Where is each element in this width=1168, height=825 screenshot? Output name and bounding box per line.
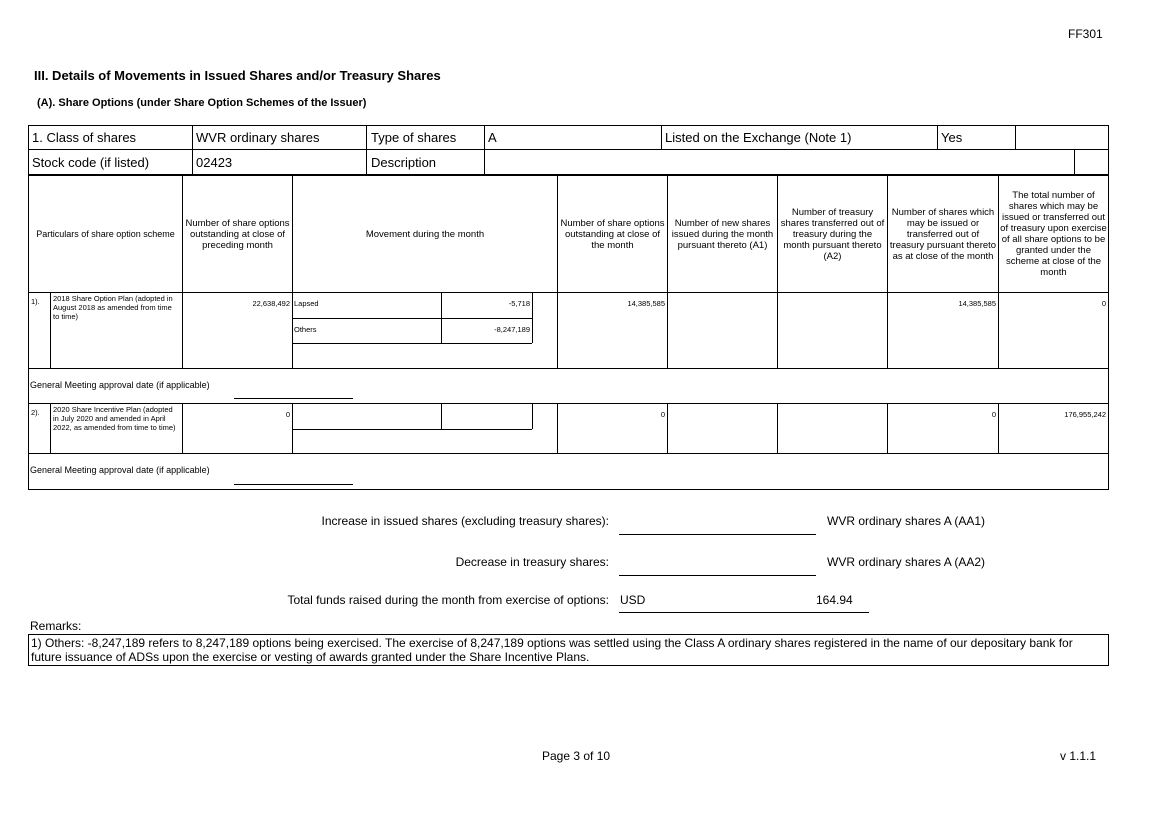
description-label: Description: [371, 155, 437, 170]
scheme-index: 2).: [31, 408, 40, 417]
total-value: 0: [1101, 299, 1106, 308]
header-particulars: Particulars of share option scheme: [36, 228, 175, 239]
decrease-unit: WVR ordinary shares A (AA2): [827, 555, 986, 569]
movement-label: Others: [294, 325, 317, 334]
class-value: WVR ordinary shares: [196, 130, 320, 145]
opening-balance: 22,638,492: [252, 299, 290, 308]
may-issue-value: 14,385,585: [958, 299, 996, 308]
type-value: A: [488, 130, 497, 145]
class-label: 1. Class of shares: [32, 130, 137, 145]
remarks-label: Remarks:: [30, 619, 82, 633]
increase-label: Increase in issued shares (excluding treasury shares):: [321, 514, 609, 528]
decrease-label: Decrease in treasury shares:: [455, 555, 609, 569]
header-closing: Number of share options outstanding at close of the month: [560, 217, 665, 251]
total-value: 176,955,242: [1064, 410, 1106, 419]
header-new-shares: Number of new shares issued during the month pursuant thereto (A1): [671, 217, 774, 251]
section-title: III. Details of Movements in Issued Shares and/or Treasury Shares: [34, 68, 441, 83]
funds-currency: USD: [620, 593, 646, 607]
scheme-name: 2020 Share Incentive Plan (adopted in July 2020 and amended in April 2022, as amended from time to time): [53, 405, 176, 432]
closing-balance: 14,385,585: [627, 299, 665, 308]
type-label: Type of shares: [371, 130, 457, 145]
stock-label: Stock code (if listed): [32, 155, 150, 170]
closing-balance: 0: [660, 410, 665, 419]
movement-value: -8,247,189: [494, 325, 530, 334]
movement-value: -5,718: [508, 299, 530, 308]
header-opening: Number of share options outstanding at close of preceding month: [185, 217, 290, 251]
version-label: v 1.1.1: [1060, 749, 1097, 763]
funds-label: Total funds raised during the month from exercise of options:: [287, 593, 609, 607]
increase-unit: WVR ordinary shares A (AA1): [827, 514, 986, 528]
remarks-text: 1) Others: -8,247,189 refers to 8,247,189 options being exercised. The exercise of 8,247,189 options was settled using the Class A ordinary shares registered in the name of our depositary bank for future issuance of ADSs upon the exercise or vesting of awards granted under the Share Incentive Plans.: [28, 634, 1109, 666]
may-issue-value: 0: [991, 410, 996, 419]
form-code: FF301: [1068, 27, 1103, 41]
page-number: Page 3 of 10: [542, 749, 611, 763]
subsection-title: (A). Share Options (under Share Option Schemes of the Issuer): [37, 97, 367, 109]
movement-label: Lapsed: [294, 299, 319, 308]
funds-value: 164.94: [816, 593, 853, 607]
opening-balance: 0: [285, 410, 290, 419]
listed-label: Listed on the Exchange (Note 1): [665, 130, 852, 145]
header-movement: Movement during the month: [365, 228, 485, 240]
header-treasury: Number of treasury shares transferred out of treasury during the month pursuant thereto (A2): [780, 206, 885, 262]
gm-approval-label: General Meeting approval date (if applicable): [30, 380, 210, 390]
scheme-name: 2018 Share Option Plan (adopted in August 2018 as amended from time to time): [53, 294, 173, 321]
header-may-issue: Number of shares which may be issued or transferred out of treasury pursuant thereto as at close of the month: [889, 206, 997, 262]
scheme-index: 1).: [31, 297, 40, 306]
gm-approval-label: General Meeting approval date (if applicable): [30, 465, 210, 475]
stock-value: 02423: [196, 155, 233, 170]
listed-value: Yes: [941, 130, 963, 145]
header-total: The total number of shares which may be issued or transferred out of treasury upon exercise of all share options to be granted under the scheme at close of the month: [1000, 190, 1107, 278]
